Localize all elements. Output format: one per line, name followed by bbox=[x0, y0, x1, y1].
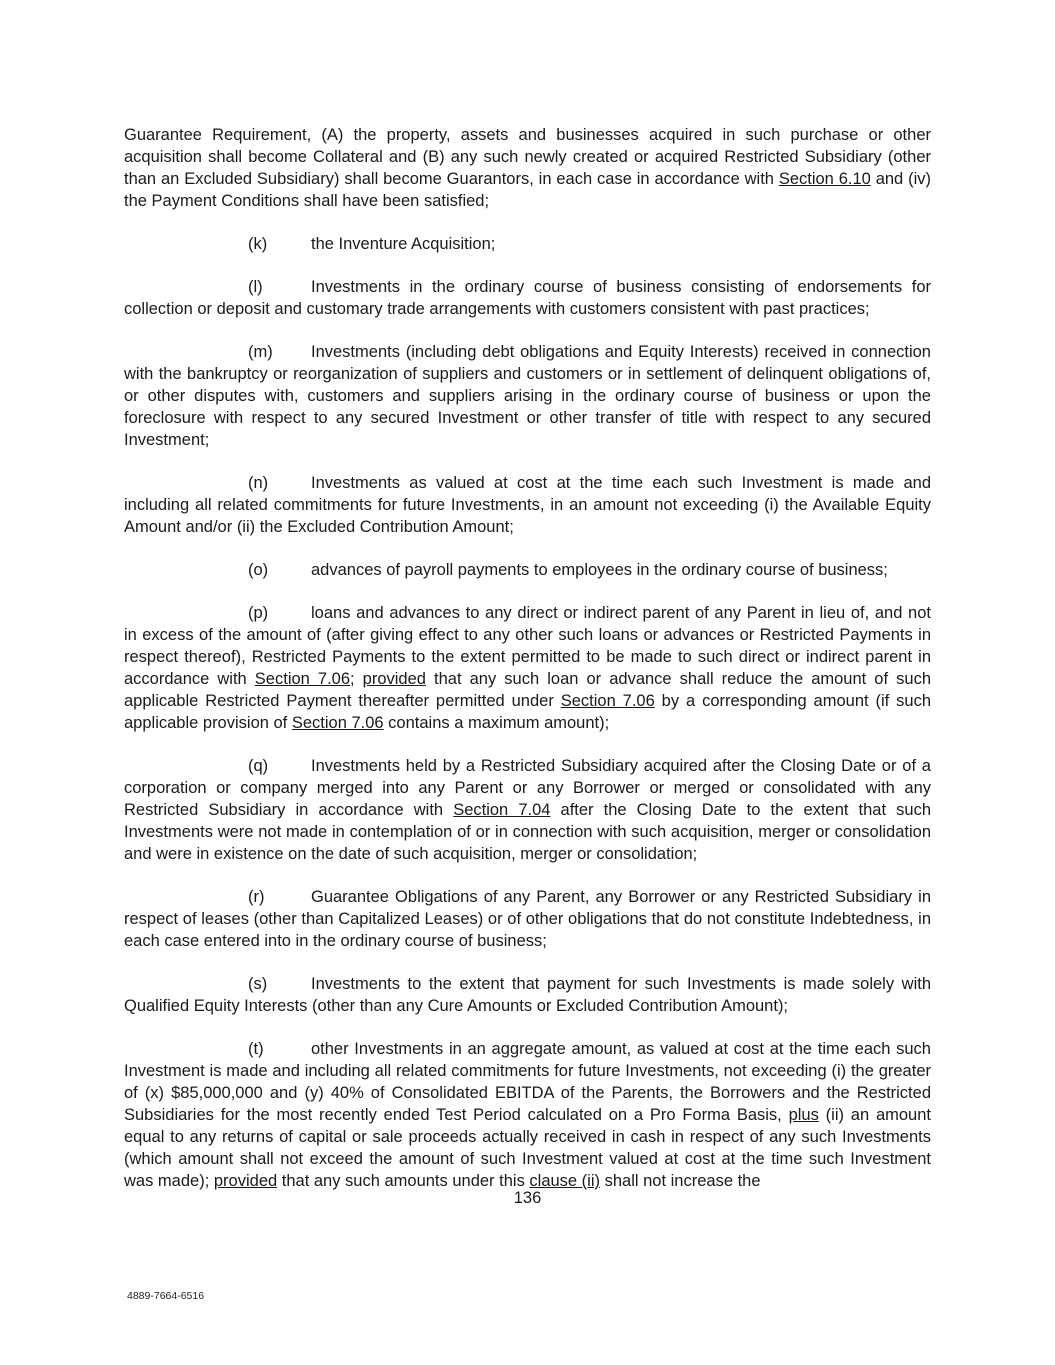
clause-label: (l) bbox=[248, 278, 263, 296]
section-reference: Section 7.06 bbox=[254, 670, 351, 688]
page-number: 136 bbox=[513, 1189, 542, 1207]
clause-t bbox=[124, 1038, 931, 1192]
clause-text: by a corresponding amount (if such applicable provision of bbox=[124, 692, 932, 732]
clause-text: Investments held by a Restricted Subsidiary acquired after the Closing Date or of a corporation or company merged into any Parent or any Borrower or merged or consolidated with any Restricted Subsidiary in accordance with bbox=[124, 757, 931, 819]
clause-label: (r) bbox=[248, 888, 265, 906]
clause-m bbox=[124, 341, 931, 451]
proviso-term: provided bbox=[213, 1172, 278, 1190]
clause-n bbox=[124, 472, 931, 538]
clause-k bbox=[124, 233, 931, 255]
clause-o bbox=[124, 559, 931, 581]
section-reference: Section 7.04 bbox=[453, 801, 551, 819]
clause-r bbox=[124, 886, 931, 952]
section-reference: Section 7.06 bbox=[291, 714, 384, 732]
clause-text: (ii) an amount equal to any returns of capital or sale proceeds actually received in cash in respect of any such Investments (which amount shall not exceed the amount of such Investment valued at cost at the time such Investment was made); bbox=[124, 1106, 931, 1190]
clause-text: Investments in the ordinary course of business consisting of endorsements for collection or deposit and customary trade arrangements with customers consistent with past practices; bbox=[124, 278, 931, 318]
intro-paragraph bbox=[124, 124, 931, 212]
clause-label: (s) bbox=[248, 975, 268, 993]
intro-text: and (iv) the Payment Conditions shall have been satisfied; bbox=[124, 170, 931, 210]
clause-label: (o) bbox=[248, 561, 269, 579]
clause-text: Investments (including debt obligations and Equity Interests) received in connection with the bankruptcy or reorganization of suppliers and customers or in settlement of delinquent obligations of, or other disputes with, customers and suppliers arising in the ordinary course of business or upon the foreclosure with respect to any secured Investment or other transfer of title with respect to any secured Investment; bbox=[124, 343, 931, 449]
clause-text: Investments as valued at cost at the time each such Investment is made and including all related commitments for future Investments, in an amount not exceeding (i) the Available Equity Amount and/or (ii) the Excluded Contribution Amount; bbox=[124, 474, 931, 536]
document-id: 4889-7664-6516 bbox=[127, 1290, 205, 1302]
clause-label: (k) bbox=[248, 235, 268, 253]
clause-text: Guarantee Obligations of any Parent, any Borrower or any Restricted Subsidiary in respect of leases (other than Capitalized Leases) or of other obligations that do not constitute Indebtedness, in each case entered into in the ordinary course of business; bbox=[124, 888, 931, 950]
section-reference: Section 7.06 bbox=[560, 692, 655, 710]
clause-text: loans and advances to any direct or indirect parent of any Parent in lieu of, and not in excess of the amount of (after giving effect to any other such loans or advances or Restricted Payments in respect thereof), Restricted Payments to the extent permitted to be made to such direct or indirect parent in accordance with bbox=[124, 604, 931, 688]
clause-text: ; bbox=[350, 670, 363, 688]
intro-text: Guarantee Requirement, (A) the property, assets and businesses acquired in such purchase or other acquisition shall become Collateral and (B) any such newly created or acquired Restricted Subsidiary (other than an Excluded Subsidiary) shall become Guarantors, in each case in accordance with bbox=[124, 126, 931, 188]
clause-text: the Inventure Acquisition; bbox=[311, 235, 496, 253]
clause-text: other Investments in an aggregate amount, as valued at cost at the time each such Investment is made and including all related commitments for future Investments, not exceeding (i) the greater of (x) $85,000,000 and (y) 40% of Consolidated EBITDA of the Parents, the Borrowers and the Restricted Subsidiaries for the most recently ended Test Period calculated on a Pro Forma Basis, bbox=[124, 1040, 931, 1124]
clause-text: advances of payroll payments to employees in the ordinary course of business; bbox=[311, 561, 888, 579]
clause-label: (m) bbox=[248, 343, 273, 361]
clause-text: after the Closing Date to the extent that such Investments were not made in contemplation of or in connection with such acquisition, merger or consolidation and were in existence on the date of such acquisition, merger or consolidation; bbox=[124, 801, 931, 863]
clause-text: contains a maximum amount); bbox=[383, 714, 610, 732]
clause-label: (p) bbox=[248, 604, 269, 622]
clause-text: that any such amounts under this bbox=[277, 1172, 530, 1190]
clause-label: (q) bbox=[248, 757, 269, 775]
document-body bbox=[124, 124, 931, 1213]
clause-l bbox=[124, 276, 931, 320]
clause-label: (n) bbox=[248, 474, 269, 492]
section-reference: Section 6.10 bbox=[778, 170, 871, 188]
clause-q bbox=[124, 755, 931, 865]
proviso-term: plus bbox=[788, 1106, 819, 1124]
clause-text: Investments to the extent that payment for such Investments is made solely with Qualified Equity Interests (other than any Cure Amounts or Excluded Contribution Amount); bbox=[124, 975, 931, 1015]
clause-s bbox=[124, 973, 931, 1017]
clause-text: that any such loan or advance shall reduce the amount of such applicable Restricted Payment thereafter permitted under bbox=[124, 670, 931, 710]
clause-text: shall not increase the bbox=[600, 1172, 761, 1190]
clause-p bbox=[124, 602, 931, 734]
clause-label: (t) bbox=[248, 1040, 264, 1058]
clause-reference: clause (ii) bbox=[529, 1172, 601, 1190]
proviso-term: provided bbox=[362, 670, 426, 688]
